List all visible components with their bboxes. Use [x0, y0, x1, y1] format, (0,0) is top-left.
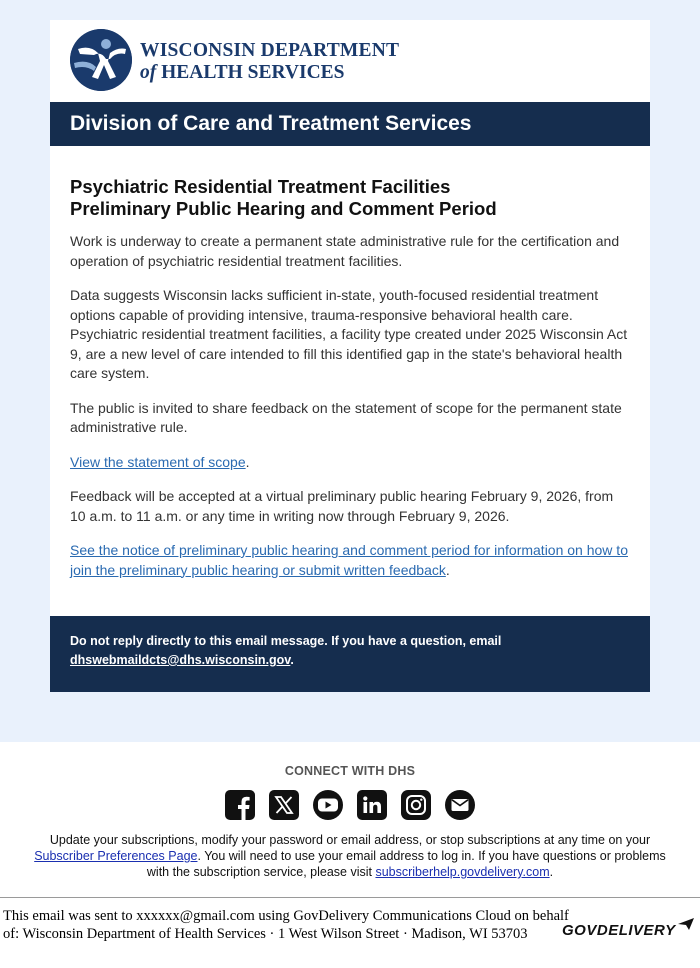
subscriber-help-link[interactable]: subscriberhelp.govdelivery.com: [375, 865, 550, 879]
statement-of-scope-link[interactable]: View the statement of scope: [70, 453, 246, 470]
connect-title: CONNECT WITH DHS: [284, 764, 416, 778]
article-title-line-1: Psychiatric Residential Treatment Facilities: [70, 176, 451, 197]
dhs-logo-emblem-icon: [70, 29, 132, 91]
subscription-text-3: .: [549, 865, 554, 879]
instagram-icon[interactable]: [401, 790, 431, 820]
paragraph-4: Feedback will be accepted at a virtual preliminary public hearing February 9, 2026, from 10 a.m. to 11 a.m. or any time in writing now through February 9, 2026.: [70, 488, 614, 524]
youtube-icon[interactable]: [313, 790, 343, 820]
connect-section: [0, 742, 700, 880]
logo-line-1: WISCONSIN DEPARTMENT: [140, 40, 400, 61]
x-icon[interactable]: [269, 790, 299, 820]
period: .: [445, 561, 450, 578]
article-title: [70, 176, 630, 220]
facebook-icon[interactable]: [225, 790, 255, 820]
govdelivery-logo[interactable]: [562, 922, 694, 940]
dhs-logo[interactable]: [50, 20, 650, 102]
govdelivery-footer-text: This email was sent to xxxxxx@gmail.com using GovDelivery Communications Cloud on behalf of: Wisconsin Department of Health Services · 1 West Wilson Street · Madison, WI 53703: [3, 908, 569, 942]
subscription-text-2: . You will need to use your email address to log in. If you have questions or problems with the subscription service, please visit: [146, 849, 666, 879]
subscription-info: [30, 832, 670, 880]
email-icon[interactable]: [445, 790, 475, 820]
logo-line-2: [140, 62, 399, 84]
govdelivery-logo-text: GOVDELIVERY: [562, 922, 676, 939]
subscriber-preferences-link[interactable]: Subscriber Preferences Page: [34, 849, 198, 863]
linkedin-icon[interactable]: [357, 790, 387, 820]
paragraph-3: The public is invited to share feedback on the statement of scope for the permanent state administrative rule.: [70, 399, 622, 435]
email-content: [50, 146, 650, 616]
paragraph-1: Work is underway to create a permanent state administrative rule for the certification and operation of psychiatric residential treatment facilities.: [70, 233, 620, 269]
dhs-logo-text: [140, 40, 399, 84]
subscription-text-1: Update your subscriptions, modify your password or email address, or stop subscriptions at any time on your: [49, 833, 651, 847]
paragraph-2: Data suggests Wisconsin lacks sufficient in-state, youth-focused residential treatment options capable of providing intensive, trauma-responsive behavioral health care. Psychiatric residential treatment facilities, a facility type created under 2025 Wisconsin Act 9, are a new level of care intended to fill this identified gap in the state's behavioral health care system.: [70, 287, 628, 381]
period: .: [290, 653, 294, 667]
email-card: [50, 20, 650, 692]
paragraph-link-2: [70, 541, 630, 580]
hearing-notice-link[interactable]: See the notice of preliminary public hearing and comment period for information on how to join the preliminary public hearing or submit written feedback: [70, 542, 628, 578]
do-not-reply-note: [50, 616, 650, 692]
social-icons: [0, 790, 700, 820]
govdelivery-footer: [0, 898, 700, 960]
logo-of: of: [140, 62, 157, 83]
period: .: [245, 453, 250, 470]
do-not-reply-text: Do not reply directly to this email message. If you have a question, email: [70, 634, 502, 648]
division-header: Division of Care and Treatment Services: [50, 102, 650, 146]
paper-plane-icon: [678, 918, 694, 930]
contact-email-link[interactable]: dhswebmaildcts@dhs.wisconsin.gov: [70, 653, 291, 667]
article-title-line-2: Preliminary Public Hearing and Comment Period: [70, 198, 497, 219]
paragraph-link-1: [70, 453, 630, 473]
logo-line-2-text: HEALTH SERVICES: [161, 62, 345, 83]
